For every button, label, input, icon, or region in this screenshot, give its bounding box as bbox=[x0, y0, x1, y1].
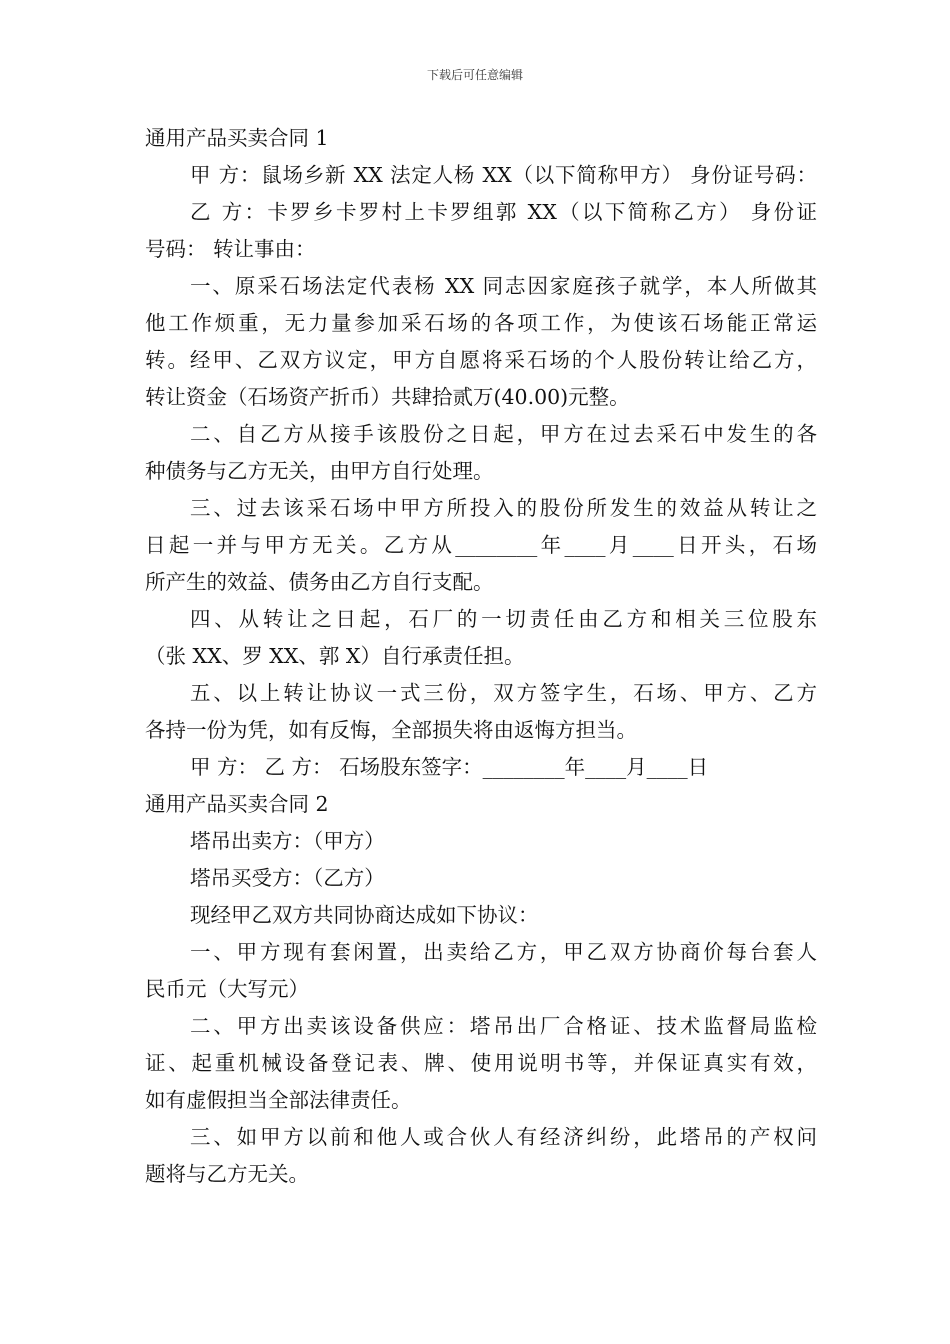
text-line: 甲 方：鼠场乡新 XX 法定人杨 XX（以下简称甲方） 身份证号码： bbox=[190, 163, 817, 187]
text-line: 一、原采石场法定代表杨 XX 同志因家庭孩子就学，本人所做其 bbox=[190, 274, 817, 298]
text-line: 证、起重机械设备登记表、牌、使用说明书等，并保证真实有效， bbox=[145, 1051, 817, 1075]
text-line: 三、过去该采石场中甲方所投入的股份所发生的效益从转让之 bbox=[190, 496, 817, 520]
text-line: （张 XX、罗 XX、郭 X）自行承责任担。 bbox=[145, 644, 525, 668]
text-line: 乙 方：卡罗乡卡罗村上卡罗组郭 XX（以下简称乙方） 身份证 bbox=[190, 200, 817, 224]
text-line: 二、自乙方从接手该股份之日起，甲方在过去采石中发生的各 bbox=[190, 422, 817, 446]
text-line: 如有虚假担当全部法律责任。 bbox=[145, 1088, 412, 1112]
text-line: 四、从转让之日起，石厂的一切责任由乙方和相关三位股东 bbox=[190, 607, 817, 631]
text-line: 各持一份为凭，如有反悔，全部损失将由返悔方担当。 bbox=[145, 718, 637, 742]
text-line: 题将与乙方无关。 bbox=[145, 1162, 309, 1186]
text-line: 转让资金（石场资产折币）共肆拾贰万(40.00)元整。 bbox=[145, 385, 630, 409]
text-line: 一、甲方现有套闲置，出卖给乙方，甲乙双方协商价每台套人 bbox=[190, 940, 817, 964]
text-line: 他工作烦重，无力量参加采石场的各项工作，为使该石场能正常运 bbox=[145, 311, 817, 335]
text-line: 号码： 转让事由： bbox=[145, 237, 316, 261]
text-line: 转。经甲、乙双方议定，甲方自愿将采石场的个人股份转让给乙方， bbox=[145, 348, 817, 372]
text-line: 三、如甲方以前和他人或合伙人有经济纠纷，此塔吊的产权问 bbox=[190, 1125, 817, 1149]
text-line: 日起一并与甲方无关。乙方从________年____月____日开头，石场 bbox=[145, 533, 817, 557]
text-line: 甲 方： 乙 方： 石场股东签字：________年____月____日 bbox=[190, 755, 709, 779]
text-line: 种债务与乙方无关，由甲方自行处理。 bbox=[145, 459, 494, 483]
contract-title: 通用产品买卖合同 2 bbox=[145, 792, 329, 816]
document-body bbox=[145, 120, 817, 1193]
text-line: 塔吊出卖方：（甲方） bbox=[190, 829, 385, 853]
text-line: 民币元（大写元） bbox=[145, 977, 309, 1001]
text-line: 塔吊买受方：（乙方） bbox=[190, 866, 385, 890]
text-line: 二、甲方出卖该设备供应：塔吊出厂合格证、技术监督局监检 bbox=[190, 1014, 817, 1038]
page-header-note: 下载后可任意编辑 bbox=[426, 68, 523, 82]
text-line: 现经甲乙双方共同协商达成如下协议： bbox=[190, 903, 539, 927]
contract-title: 通用产品买卖合同 1 bbox=[145, 126, 329, 150]
text-line: 五、以上转让协议一式三份，双方签字生，石场、甲方、乙方 bbox=[190, 681, 817, 705]
text-line: 所产生的效益、债务由乙方自行支配。 bbox=[145, 570, 494, 594]
